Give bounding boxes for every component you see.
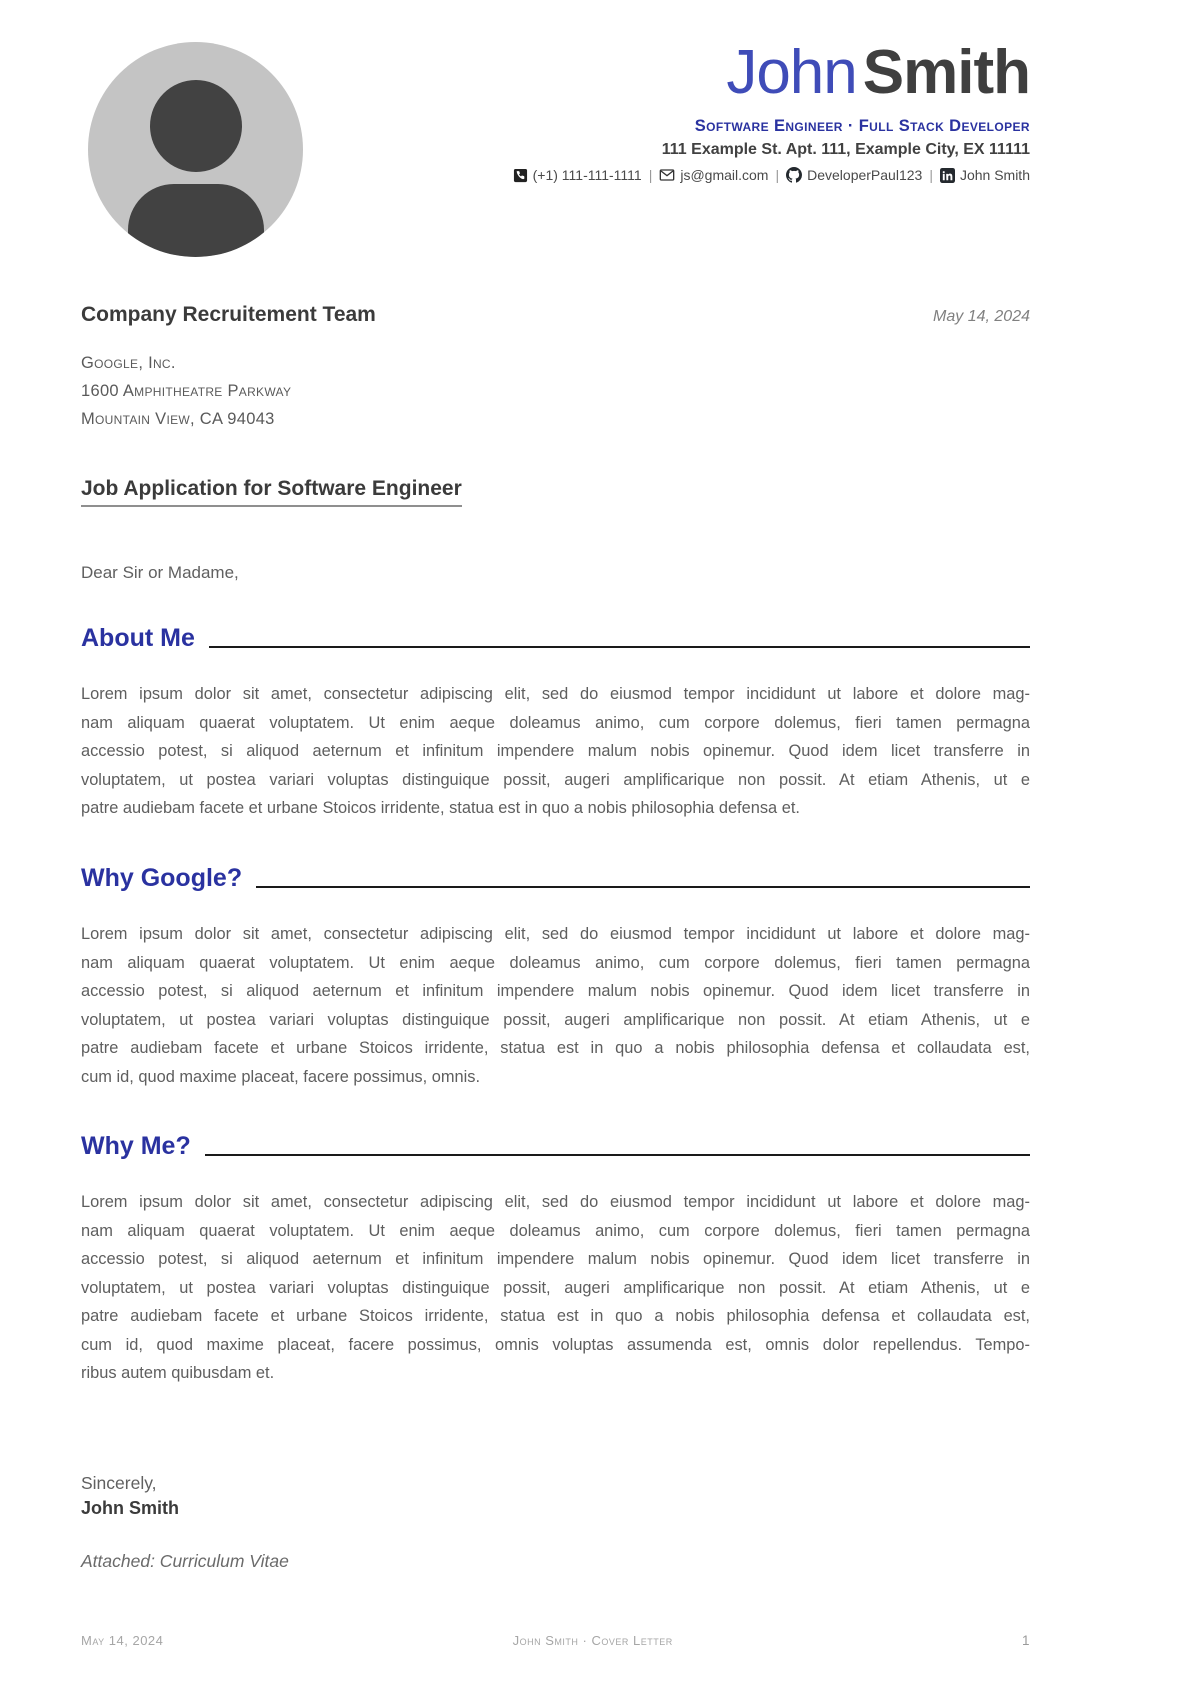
- phone-number: (+1) 111-111-1111: [532, 167, 642, 184]
- letter-section: [81, 863, 1030, 1091]
- footer-date: May 14, 2024: [81, 1633, 164, 1648]
- paragraph-line: voluptatem, ut postea variari voluptas distinguique possit, augeri amplificarique non possit. At etiam Athenis, ut e: [81, 1278, 1030, 1297]
- contact-separator: |: [929, 167, 933, 184]
- page-footer: [81, 1633, 1030, 1648]
- paragraph-line: nam aliquam quaerat voluptatem. Ut enim aeque doleamus animo, cum corpore dolemus, fieri tamen permagna: [81, 1221, 1030, 1240]
- section-rule-line: [256, 886, 1030, 888]
- section-paragraph: [81, 1188, 1030, 1388]
- section-rule-line: [205, 1154, 1030, 1156]
- subject-line: Job Application for Software Engineer: [81, 477, 462, 507]
- section-heading: [81, 863, 1030, 894]
- footer-title: John Smith · Cover Letter: [512, 1633, 673, 1648]
- github-link[interactable]: [786, 167, 922, 183]
- full-name: [81, 40, 1030, 105]
- paragraph-line: Lorem ipsum dolor sit amet, consectetur adipiscing elit, sed do eiusmod tempor incididunt ut labore et dolore mag-: [81, 685, 1030, 704]
- last-name: Smith: [862, 38, 1030, 107]
- paragraph-line: voluptatem, ut postea variari voluptas distinguique possit, augeri amplificarique non possit. At etiam Athenis, ut e: [81, 770, 1030, 789]
- avatar-torso-shape: [128, 184, 264, 257]
- paragraph-line: Lorem ipsum dolor sit amet, consectetur adipiscing elit, sed do eiusmod tempor incididunt ut labore et dolore mag-: [81, 925, 1030, 943]
- paragraph-line: accessio potest, si aliquod aeternum et infinitum impendere malum nobis opinemur. Quod idem licet transferre in: [81, 1250, 1030, 1269]
- email-address: js@gmail.com: [680, 167, 769, 184]
- paragraph-line: ribus autem quibusdam et.: [81, 1364, 275, 1383]
- paragraph-line: nam aliquam quaerat voluptatem. Ut enim aeque doleamus animo, cum corpore dolemus, fieri tamen permagna: [81, 713, 1030, 732]
- github-icon: [786, 167, 802, 183]
- attachment-note: Attached: Curriculum Vitae: [81, 1550, 289, 1571]
- contact-line: [81, 167, 1030, 183]
- section-rule-line: [209, 646, 1030, 648]
- linkedin-icon: [940, 168, 955, 183]
- position-title: Software Engineer · Full Stack Developer: [694, 117, 1030, 136]
- section-paragraph: [81, 920, 1030, 1091]
- section-heading: [81, 623, 1030, 654]
- linkedin-name: John Smith: [959, 167, 1030, 184]
- letter-header: [81, 40, 1030, 257]
- paragraph-line: patre audiebam facete et urbane Stoicos irridente, statua est in quo a nobis philosophia defensa et collaudata est,: [81, 1307, 1030, 1326]
- paragraph-line: cum id, quod maxime placeat, facere possimus, omnis.: [81, 1067, 481, 1086]
- paragraph-line: nam aliquam quaerat voluptatem. Ut enim aeque doleamus animo, cum corpore dolemus, fieri tamen permagna: [81, 953, 1030, 972]
- paragraph-line: patre audiebam facete et urbane Stoicos irridente, statua est in quo a nobis philosophia defensa et collaudata est,: [81, 1039, 1030, 1057]
- section-title: Why Google?: [81, 863, 243, 892]
- linkedin-link[interactable]: [940, 167, 1030, 183]
- letter-sections: [81, 623, 1030, 1388]
- valediction: Sincerely,: [81, 1472, 157, 1493]
- section-paragraph: [81, 680, 1030, 823]
- letter-section: [81, 623, 1030, 823]
- company-city: Mountain View, CA 94043: [81, 410, 275, 428]
- phone-link[interactable]: [513, 167, 642, 183]
- paragraph-line: cum id, quod maxime placeat, facere possimus, omnis voluptas assumenda est, omnis dolor repellendus. Tempo-: [81, 1335, 1030, 1354]
- github-username: DeveloperPaul123: [807, 167, 923, 184]
- section-title: About Me: [81, 624, 195, 652]
- page-number: 1: [1021, 1633, 1030, 1648]
- recipient-name: Company Recruitement Team: [81, 303, 376, 326]
- contact-separator: |: [775, 167, 780, 184]
- recipient-address-block: [81, 349, 1030, 433]
- company-street: 1600 Amphitheatre Parkway: [81, 382, 292, 400]
- section-title: Why Me?: [81, 1132, 191, 1160]
- company-name: Google, Inc.: [81, 354, 176, 372]
- paragraph-line: patre audiebam facete et urbane Stoicos irridente, statua est in quo a nobis philosophia defensa et.: [81, 799, 800, 818]
- salutation: Dear Sir or Madame,: [81, 563, 239, 582]
- paragraph-line: Lorem ipsum dolor sit amet, consectetur adipiscing elit, sed do eiusmod tempor incididunt ut labore et dolore mag-: [81, 1193, 1030, 1212]
- paragraph-line: accessio potest, si aliquod aeternum et infinitum impendere malum nobis opinemur. Quod idem licet transferre in: [81, 982, 1030, 1000]
- letter-section: [81, 1131, 1030, 1388]
- name-block: [81, 40, 1030, 183]
- section-heading: [81, 1131, 1030, 1162]
- recipient-row: [81, 303, 1030, 327]
- email-icon: [659, 167, 675, 183]
- first-name: John: [726, 38, 857, 107]
- email-link[interactable]: [659, 167, 768, 183]
- paragraph-line: voluptatem, ut postea variari voluptas distinguique possit, augeri amplificarique non possit. At etiam Athenis, ut e: [81, 1010, 1030, 1029]
- paragraph-line: accessio potest, si aliquod aeternum et infinitum impendere malum nobis opinemur. Quod idem licet transferre in: [81, 742, 1030, 761]
- contact-separator: |: [648, 167, 653, 184]
- street-address: 111 Example St. Apt. 111, Example City, EX 11111: [661, 141, 1030, 159]
- letter-date: May 14, 2024: [933, 308, 1030, 325]
- signature-name: John Smith: [81, 1497, 179, 1518]
- phone-icon: [513, 168, 528, 183]
